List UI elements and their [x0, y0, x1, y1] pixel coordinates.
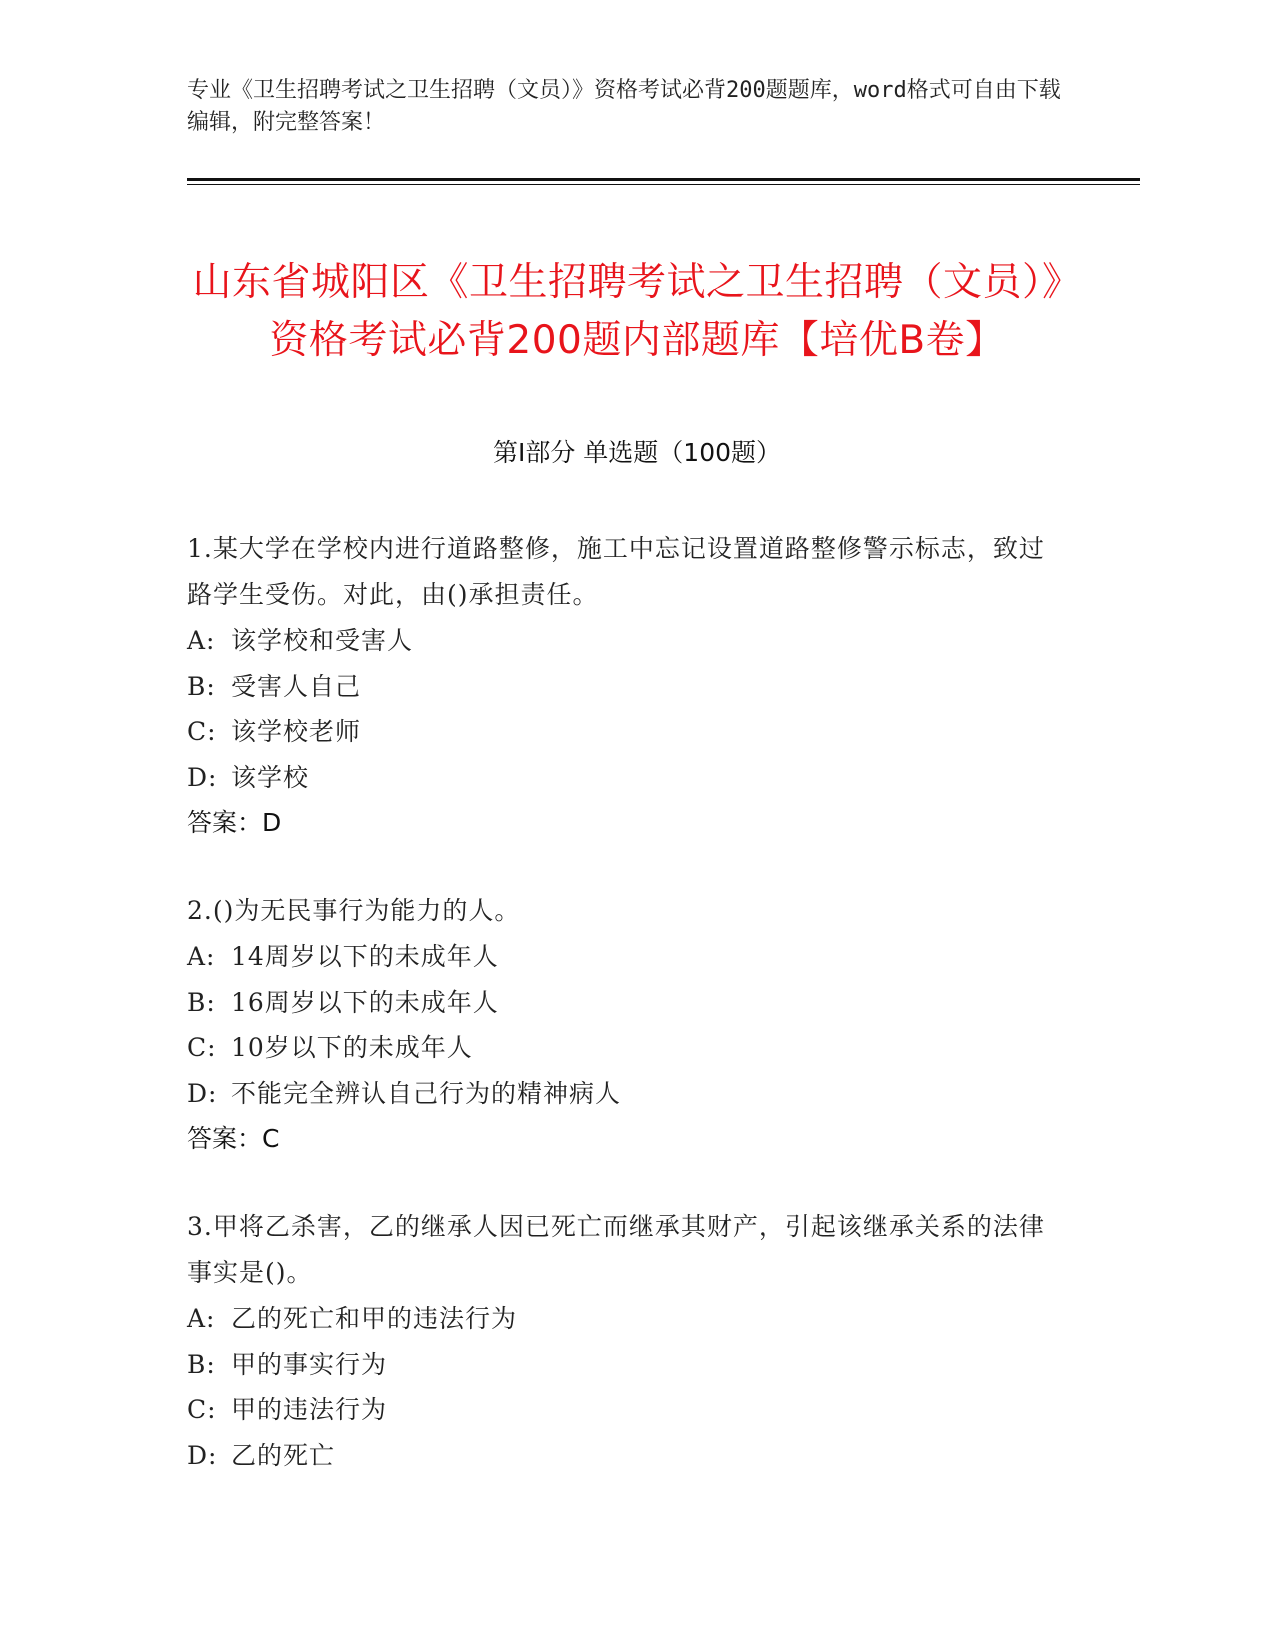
- option-text: 甲的违法行为: [231, 1395, 388, 1424]
- header-divider-thick: [187, 178, 1140, 181]
- option-a: [187, 618, 1067, 664]
- option-key: D:: [187, 762, 218, 792]
- option-a: [187, 934, 1067, 980]
- option-c: [187, 1387, 1067, 1433]
- header-divider-thin: [187, 184, 1140, 185]
- option-text: 14周岁以下的未成年人: [231, 942, 499, 971]
- question-stem: 1.某大学在学校内进行道路整修，施工中忘记设置道路整修警示标志，致过路学生受伤。对此，由()承担责任。: [187, 534, 1045, 609]
- option-text: 甲的事实行为: [231, 1349, 388, 1379]
- option-text: 该学校: [231, 762, 310, 792]
- option-key: C:: [187, 1033, 217, 1062]
- option-d: [187, 1071, 1067, 1117]
- option-key: C:: [187, 717, 217, 746]
- option-text: 该学校和受害人: [231, 626, 414, 655]
- question-list: [187, 526, 1067, 1520]
- option-d: [187, 1433, 1067, 1479]
- question-stem: 2.()为无民事行为能力的人。: [187, 896, 521, 925]
- option-c: [187, 1025, 1067, 1071]
- option-key: D:: [187, 1440, 218, 1470]
- header-note: 专业《卫生招聘考试之卫生招聘（文员）》资格考试必背200题题库，word格式可自由下载编辑，附完整答案！: [187, 78, 1061, 135]
- option-text: 受害人自己: [231, 671, 362, 701]
- option-text: 不能完全辨认自己行为的精神病人: [231, 1078, 622, 1108]
- option-key: A:: [187, 626, 216, 655]
- question-3: [187, 1204, 1067, 1478]
- option-text: 该学校老师: [231, 717, 362, 746]
- option-text: 10岁以下的未成年人: [231, 1033, 473, 1062]
- option-key: B:: [187, 1349, 216, 1379]
- section-heading: 第I部分 单选题（100题）: [492, 438, 782, 467]
- option-text: 乙的死亡: [231, 1440, 336, 1470]
- option-key: A:: [187, 942, 216, 971]
- option-c: [187, 709, 1067, 755]
- question-2: [187, 888, 1067, 1162]
- option-key: B:: [187, 671, 216, 701]
- option-a: [187, 1296, 1067, 1342]
- option-b: [187, 664, 1067, 710]
- answer-label: 答案：D: [187, 808, 282, 837]
- option-key: B:: [187, 987, 216, 1017]
- option-b: [187, 1342, 1067, 1388]
- question-stem: 3.甲将乙杀害，乙的继承人因已死亡而继承其财产，引起该继承关系的法律事实是()。: [187, 1212, 1045, 1287]
- option-text: 16周岁以下的未成年人: [231, 987, 499, 1017]
- option-key: A:: [187, 1304, 216, 1333]
- option-d: [187, 755, 1067, 801]
- option-b: [187, 980, 1067, 1026]
- option-key: D:: [187, 1078, 218, 1108]
- option-key: C:: [187, 1395, 217, 1424]
- answer-label: 答案：C: [187, 1124, 280, 1153]
- option-text: 乙的死亡和甲的违法行为: [231, 1304, 518, 1333]
- question-1: [187, 526, 1067, 846]
- document-title: 山东省城阳区《卫生招聘考试之卫生招聘（文员）》资格考试必背200题内部题库【培优B卷】: [192, 260, 1082, 364]
